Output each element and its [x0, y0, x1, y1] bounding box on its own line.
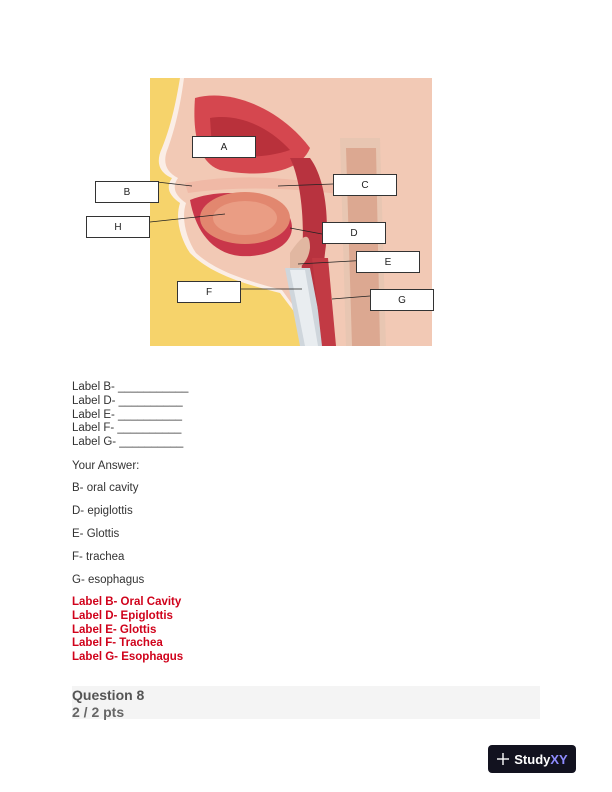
studyxy-badge[interactable]	[488, 745, 576, 773]
badge-brand-accent: XY	[550, 751, 568, 767]
correct-answer-g: Label G- Esophagus	[72, 651, 184, 664]
blank-line-b: Label B- ___________	[72, 381, 189, 393]
label-box-h: H	[86, 216, 150, 238]
answer-f: F- trachea	[72, 551, 125, 563]
correct-answer-f: Label F- Trachea	[72, 637, 163, 650]
plus-icon	[496, 752, 510, 766]
label-box-e: E	[356, 251, 420, 273]
question-header	[72, 686, 540, 719]
badge-brand-text: StudyXY	[514, 751, 568, 767]
answer-g: G- esophagus	[72, 574, 145, 586]
blank-line-e: Label E- __________	[72, 408, 182, 421]
answer-b: B- oral cavity	[72, 482, 139, 494]
label-box-f: F	[177, 281, 241, 303]
anatomy-figure	[114, 78, 432, 346]
correct-answer-d: Label D- Epiglottis	[72, 609, 173, 622]
correct-answers	[72, 596, 183, 665]
answer-e: E- Glottis	[72, 528, 120, 540]
blank-line-d: Label D- __________	[72, 394, 183, 407]
blank-line-g: Label G- __________	[72, 436, 184, 449]
label-box-c: C	[333, 174, 397, 196]
question-title: Question 8	[72, 687, 145, 703]
blank-label-lines	[72, 381, 188, 450]
correct-answer-e: Label E- Glottis	[72, 623, 157, 636]
answer-d: D- epiglottis	[72, 505, 133, 517]
correct-answer-b: Label B- Oral Cavity	[72, 596, 182, 608]
label-box-g: G	[370, 289, 434, 311]
question-points: 2 / 2 pts	[72, 704, 125, 720]
your-answer-heading: Your Answer:	[72, 460, 140, 472]
label-box-d: D	[322, 222, 386, 244]
label-box-b: B	[95, 181, 159, 203]
label-box-a: A	[192, 136, 256, 158]
blank-line-f: Label F- __________	[72, 422, 182, 435]
